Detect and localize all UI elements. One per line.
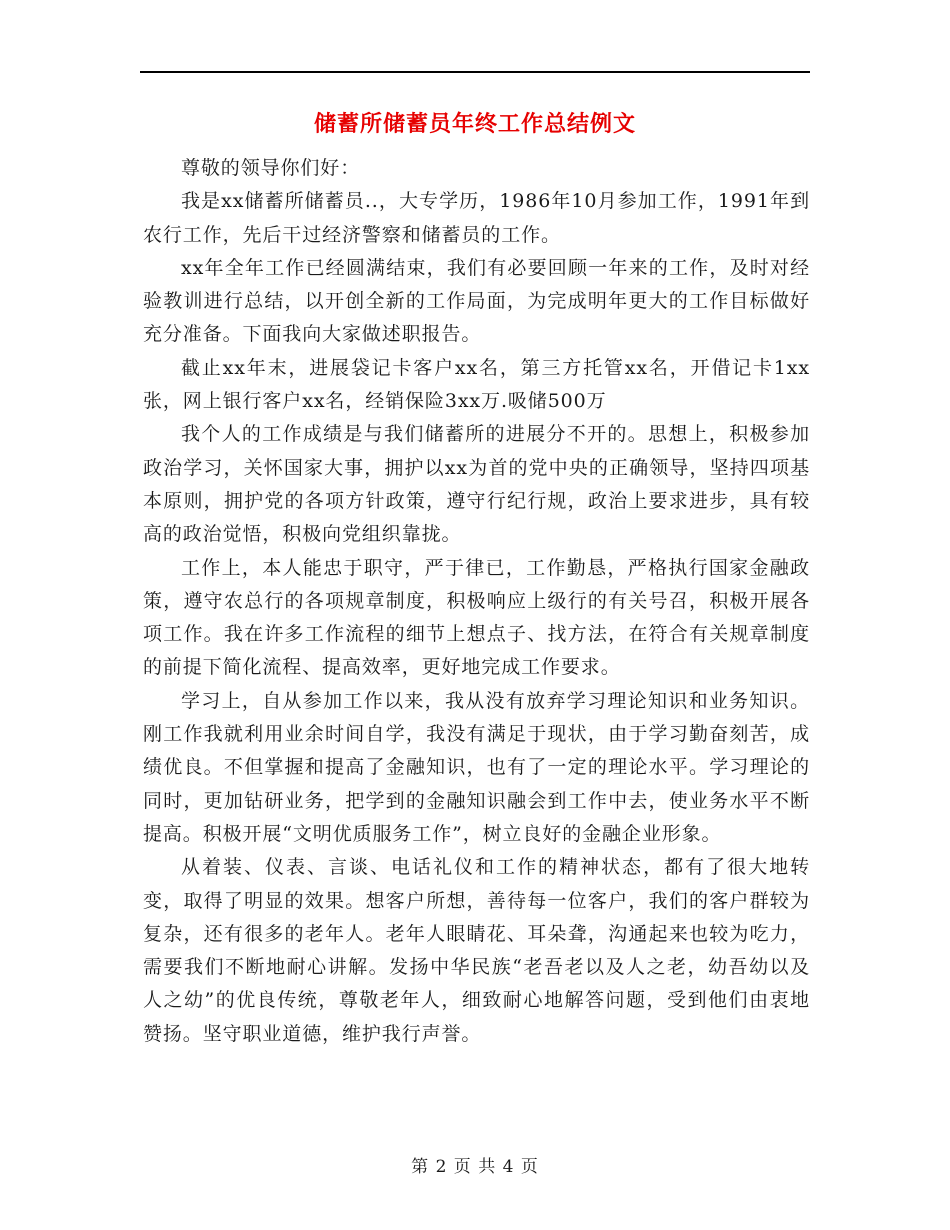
work-paragraph: 工作上，本人能忠于职守，严于律已，工作勤恳，严格执行国家金融政策，遵守农总行的各项规章制度，积极响应上级行的有关号召，积极开展各项工作。我在许多工作流程的细节上想点子、找方法，在符合有关规章制度的前提下简化流程、提高效率，更好地完成工作要求。 — [143, 556, 810, 679]
page-number-footer: 第 2 页 共 4 页 — [411, 1157, 539, 1177]
document-title: 储蓄所储蓄员年终工作总结例文 — [313, 111, 636, 137]
results-paragraph: 截止xx年末，进展袋记卡客户xx名，第三方托管xx名，开借记卡1xx张，网上银行客户xx名，经销保险3xx万.吸储500万 — [143, 356, 810, 413]
salutation-paragraph: 尊敬的领导你们好： — [181, 157, 361, 179]
ideology-paragraph: 我个人的工作成绩是与我们储蓄所的进展分不开的。思想上，积极参加政治学习，关怀国家大事，拥护以xx为首的党中央的正确领导，坚持四项基本原则，拥护党的各项方针政策，遵守行纪行规，政治上要求进步，具有较高的政治觉悟，积极向党组织靠拢。 — [143, 423, 810, 546]
introduction-paragraph: 我是xx储蓄所储蓄员..，大专学历，1986年10月参加工作，1991年到农行工作，先后干过经济警察和储蓄员的工作。 — [143, 190, 810, 246]
overview-paragraph: xx年全年工作已经圆满结束，我们有必要回顾一年来的工作，及时对经验教训进行总结，以开创全新的工作局面，为完成明年更大的工作目标做好充分准备。下面我向大家做述职报告。 — [143, 256, 810, 346]
study-paragraph: 学习上，自从参加工作以来，我从没有放弃学习理论知识和业务知识。刚工作我就利用业余时间自学，我没有满足于现状，由于学习勤奋刻苦，成绩优良。不但掌握和提高了金融知识，也有了一定的理论水平。学习理论的同时，更加钻研业务，把学到的金融知识融会到工作中去，使业务水平不断提高。积极开展“文明优质服务工作”，树立良好的金融企业形象。 — [143, 689, 810, 845]
header-rule — [140, 71, 810, 73]
service-paragraph: 从着装、仪表、言谈、电话礼仪和工作的精神状态，都有了很大地转变，取得了明显的效果。想客户所想，善待每一位客户，我们的客户群较为复杂，还有很多的老年人。老年人眼睛花、耳朵聋，沟通起来也较为吃力，需要我们不断地耐心讲解。发扬中华民族“老吾老以及人之老，幼吾幼以及人之幼”的优良传统，尊敬老年人，细致耐心地解答问题，受到他们由衷地赞扬。坚守职业道德，维护我行声誉。 — [143, 856, 810, 1045]
document-body — [143, 152, 810, 1051]
